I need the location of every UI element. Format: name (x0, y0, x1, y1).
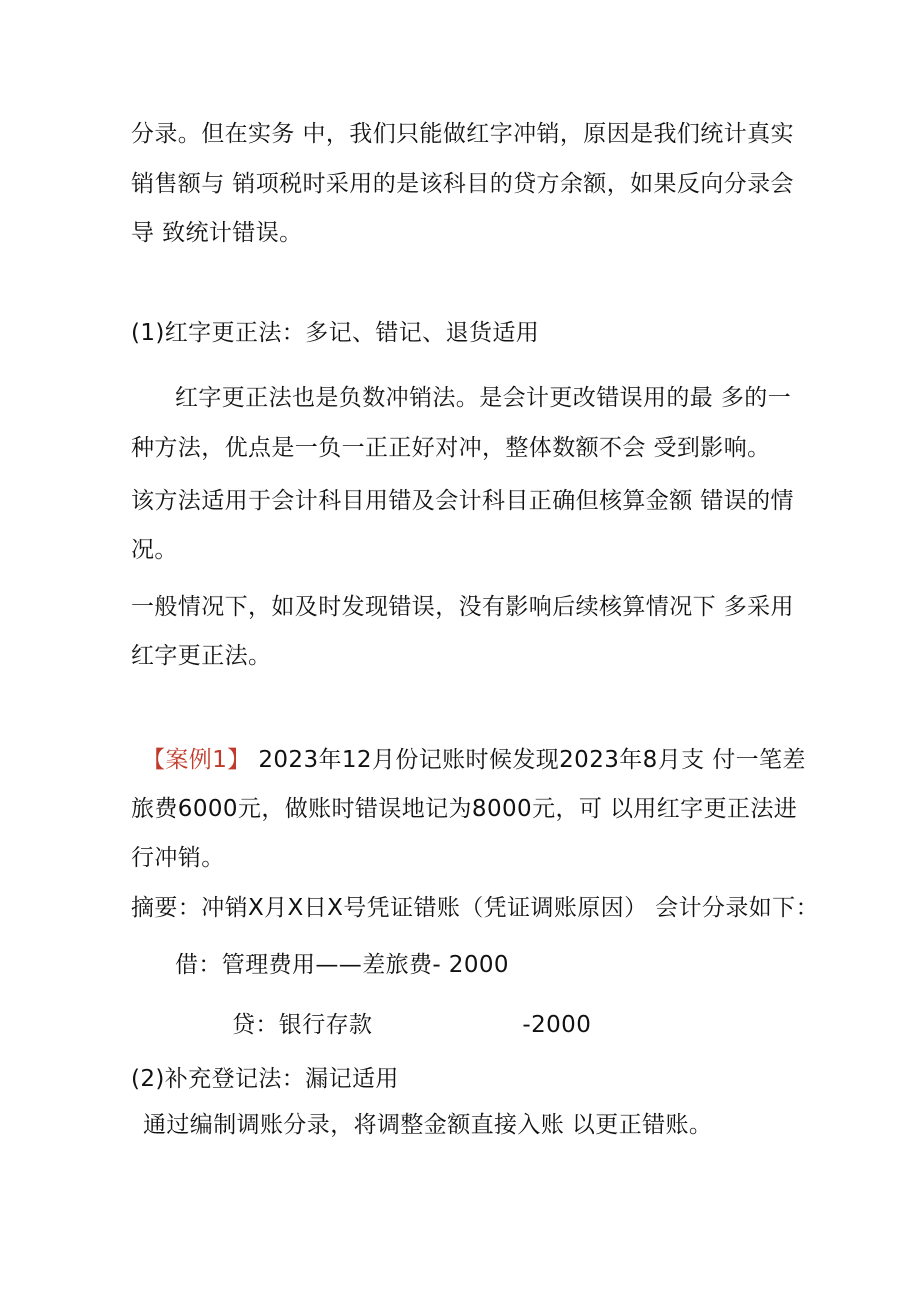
section1-para3-line-2: 红字更正法。 (131, 643, 272, 669)
credit-entry (232, 1010, 591, 1040)
intro-line-3: 导 致统计错误。 (131, 220, 303, 246)
section1-para1-line-1: 红字更正法也是负数冲销法。是会计更改错误用的最 多的一 (175, 385, 792, 411)
section1-para2-line-2: 况。 (131, 537, 178, 563)
case1-line-1-text: 2023年12月份记账时候发现2023年8月支 付一笔差 (250, 747, 806, 773)
section2-heading: (2)补充登记法：漏记适用 (131, 1066, 399, 1092)
case1-line-3: 行冲销。 (131, 845, 225, 871)
section1-para3-line-1: 一般情况下，如及时发现错误，没有影响后续核算情况下 多采用 (131, 594, 794, 620)
section1-heading: (1)红字更正法：多记、错记、退货适用 (131, 320, 540, 346)
intro-line-2: 销售额与 销项税时采用的是该科目的贷方余额，如果反向分录会 (131, 171, 794, 197)
credit-account: 贷：银行存款 (232, 1012, 373, 1038)
case1-line-2: 旅费6000元，做账时错误地记为8000元，可 以用红字更正法进 (131, 796, 798, 822)
case1-tag: 【案例1】 (142, 747, 251, 773)
credit-amount: -2000 (522, 1012, 592, 1038)
section2-body: 通过编制调账分录，将调整金额直接入账 以更正错账。 (143, 1112, 713, 1138)
section1-para1-line-2: 种方法，优点是一负一正正好对冲，整体数额不会 受到影响。 (131, 435, 771, 461)
section1-para2-line-1: 该方法适用于会计科目用错及会计科目正确但核算金额 错误的情 (131, 488, 794, 514)
intro-line-1: 分录。但在实务 中，我们只能做红字冲销，原因是我们统计真实 (131, 121, 794, 147)
case1-summary: 摘要：冲销X月X日X号凭证错账（凭证调账原因） 会计分录如下： (131, 895, 819, 921)
debit-entry: 借：管理费用——差旅费- 2000 (175, 952, 509, 978)
case1-line-1 (142, 745, 806, 775)
